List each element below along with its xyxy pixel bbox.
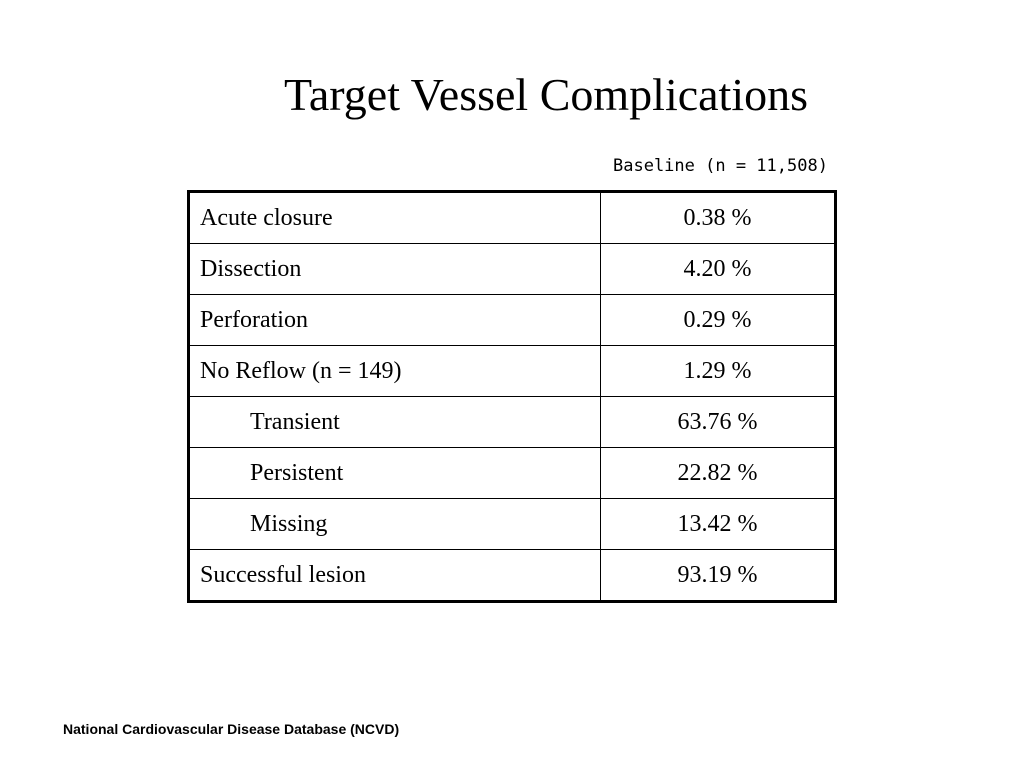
table-row — [189, 397, 836, 448]
row-label: Transient — [189, 397, 601, 448]
table-row — [189, 244, 836, 295]
table-row — [189, 499, 836, 550]
row-label: Dissection — [189, 244, 601, 295]
complications-table — [187, 190, 837, 603]
row-label: Missing — [189, 499, 601, 550]
table-row — [189, 346, 836, 397]
row-value: 0.29 % — [601, 295, 836, 346]
row-label: Persistent — [189, 448, 601, 499]
row-value: 93.19 % — [601, 550, 836, 602]
row-value: 63.76 % — [601, 397, 836, 448]
baseline-subtitle: Baseline (n = 11,508) — [613, 156, 828, 176]
row-value: 4.20 % — [601, 244, 836, 295]
row-label: No Reflow (n = 149) — [189, 346, 601, 397]
row-value: 22.82 % — [601, 448, 836, 499]
table-row — [189, 550, 836, 602]
row-label: Acute closure — [189, 192, 601, 244]
row-value: 1.29 % — [601, 346, 836, 397]
table-row — [189, 448, 836, 499]
source-footer: National Cardiovascular Disease Database (NCVD) — [63, 721, 400, 737]
table-row — [189, 295, 836, 346]
slide-title: Target Vessel Complications — [284, 69, 809, 120]
row-label: Perforation — [189, 295, 601, 346]
row-value: 0.38 % — [601, 192, 836, 244]
table-row — [189, 192, 836, 244]
row-label: Successful lesion — [189, 550, 601, 602]
row-value: 13.42 % — [601, 499, 836, 550]
